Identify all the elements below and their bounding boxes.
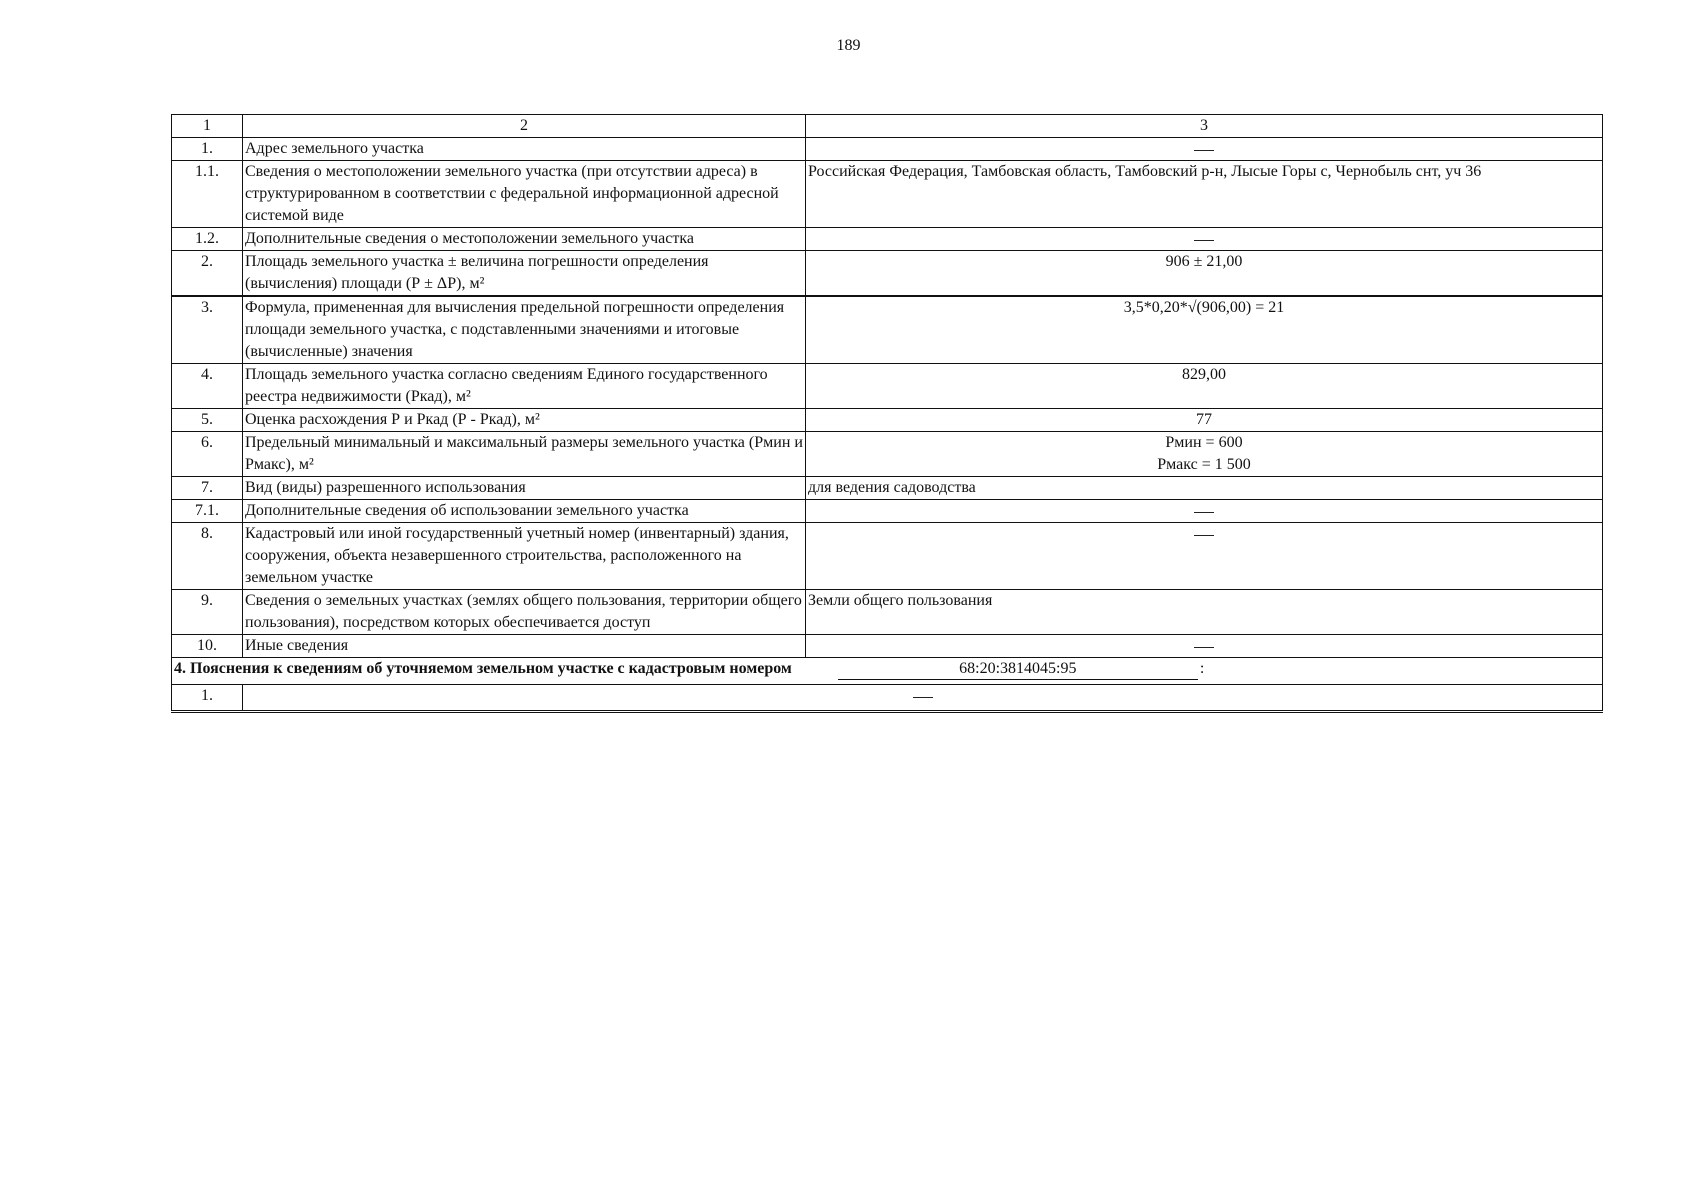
table-row: [172, 500, 1603, 523]
table-row: [172, 228, 1603, 251]
section-4-title: 4. Пояснения к сведениям об уточняемом земельном участке с кадастровым номером: [174, 660, 792, 677]
row-value: Земли общего пользования: [806, 590, 1603, 635]
row-label: Дополнительные сведения об использовании земельного участка: [243, 500, 806, 523]
row-value: Российская Федерация, Тамбовская область, Тамбовский р-н, Лысые Горы с, Чернобыль снт, уч 36: [806, 161, 1603, 228]
table-row: [172, 409, 1603, 432]
row-value: [806, 138, 1603, 161]
row-number: 6.: [172, 432, 243, 477]
row-label: Дополнительные сведения о местоположении земельного участка: [243, 228, 806, 251]
row-number: 8.: [172, 523, 243, 590]
table-row: [172, 138, 1603, 161]
row-number: 1.1.: [172, 161, 243, 228]
row-label: Сведения о местоположении земельного участка (при отсутствии адреса) в структурированном в соответствии с федеральной информационной адресной системой виде: [243, 161, 806, 228]
row-value: [806, 500, 1603, 523]
dash-mark: [1194, 512, 1214, 513]
table-row: [172, 477, 1603, 500]
table-row: [172, 432, 1603, 477]
row-number: 7.1.: [172, 500, 243, 523]
row-label: Вид (виды) разрешенного использования: [243, 477, 806, 500]
row-label: Площадь земельного участка ± величина погрешности определения (вычисления) площади (Р ± ΔР), м²: [243, 251, 806, 297]
land-plot-table-sheet: [171, 114, 1602, 713]
min-area-value: Рмин = 600: [1165, 434, 1243, 451]
row-number: 7.: [172, 477, 243, 500]
row-value: 906 ± 21,00: [806, 251, 1603, 297]
row-label: Иные сведения: [243, 635, 806, 658]
row-label: Площадь земельного участка согласно сведениям Единого государственного реестра недвижимости (Ркад), м²: [243, 364, 806, 409]
section-4-table: [171, 685, 1603, 713]
row-number: 3.: [172, 296, 243, 364]
table-row: [172, 590, 1603, 635]
row-number: 4.: [172, 364, 243, 409]
row-value: [243, 685, 1603, 712]
row-number: 1.2.: [172, 228, 243, 251]
row-number: 1.: [172, 138, 243, 161]
section-4-heading: [172, 658, 1603, 685]
row-value: [806, 523, 1603, 590]
table-row: [172, 523, 1603, 590]
max-area-value: Рмакс = 1 500: [1157, 456, 1251, 473]
row-value: [806, 228, 1603, 251]
row-number: 5.: [172, 409, 243, 432]
header-col-3: 3: [806, 115, 1603, 138]
row-number: 9.: [172, 590, 243, 635]
dash-mark: [1194, 647, 1214, 648]
row-value: 77: [806, 409, 1603, 432]
row-label: Предельный минимальный и максимальный размеры земельного участка (Рмин и Рмакс), м²: [243, 432, 806, 477]
table-header-row: [172, 115, 1603, 138]
row-number: 2.: [172, 251, 243, 297]
row-label: Сведения о земельных участках (землях общего пользования, территории общего пользования), посредством которых обеспечивается доступ: [243, 590, 806, 635]
row-value: 829,00: [806, 364, 1603, 409]
row-number: 10.: [172, 635, 243, 658]
table-row: [172, 296, 1603, 364]
table-row: [172, 364, 1603, 409]
row-value: [806, 635, 1603, 658]
row-label: Кадастровый или иной государственный учетный номер (инвентарный) здания, сооружения, объекта незавершенного строительства, расположенного на земельном участке: [243, 523, 806, 590]
header-col-1: 1: [172, 115, 243, 138]
row-number: 1.: [172, 685, 243, 712]
row-value: [806, 432, 1603, 477]
dash-mark: [913, 697, 933, 698]
table-row: [172, 635, 1603, 658]
dash-mark: [1194, 240, 1214, 241]
header-col-2: 2: [243, 115, 806, 138]
table-row: [172, 161, 1603, 228]
table-row: [172, 685, 1603, 712]
section-4-colon: :: [1199, 660, 1205, 677]
row-label: Формула, примененная для вычисления предельной погрешности определения площади земельного участка, с подставленными значениями и итоговые (вычисленные) значения: [243, 296, 806, 364]
row-label: Оценка расхождения Р и Ркад (Р - Ркад), м²: [243, 409, 806, 432]
row-label: Адрес земельного участка: [243, 138, 806, 161]
dash-mark: [1194, 150, 1214, 151]
cadastral-number: 68:20:3814045:95: [838, 658, 1198, 680]
row-value: 3,5*0,20*√(906,00) = 21: [806, 296, 1603, 364]
page-number: 189: [836, 37, 861, 54]
land-plot-details-table: [171, 114, 1603, 685]
section-4-heading-row: [172, 658, 1603, 685]
row-value: для ведения садоводства: [806, 477, 1603, 500]
dash-mark: [1194, 535, 1214, 536]
table-row: [172, 251, 1603, 297]
